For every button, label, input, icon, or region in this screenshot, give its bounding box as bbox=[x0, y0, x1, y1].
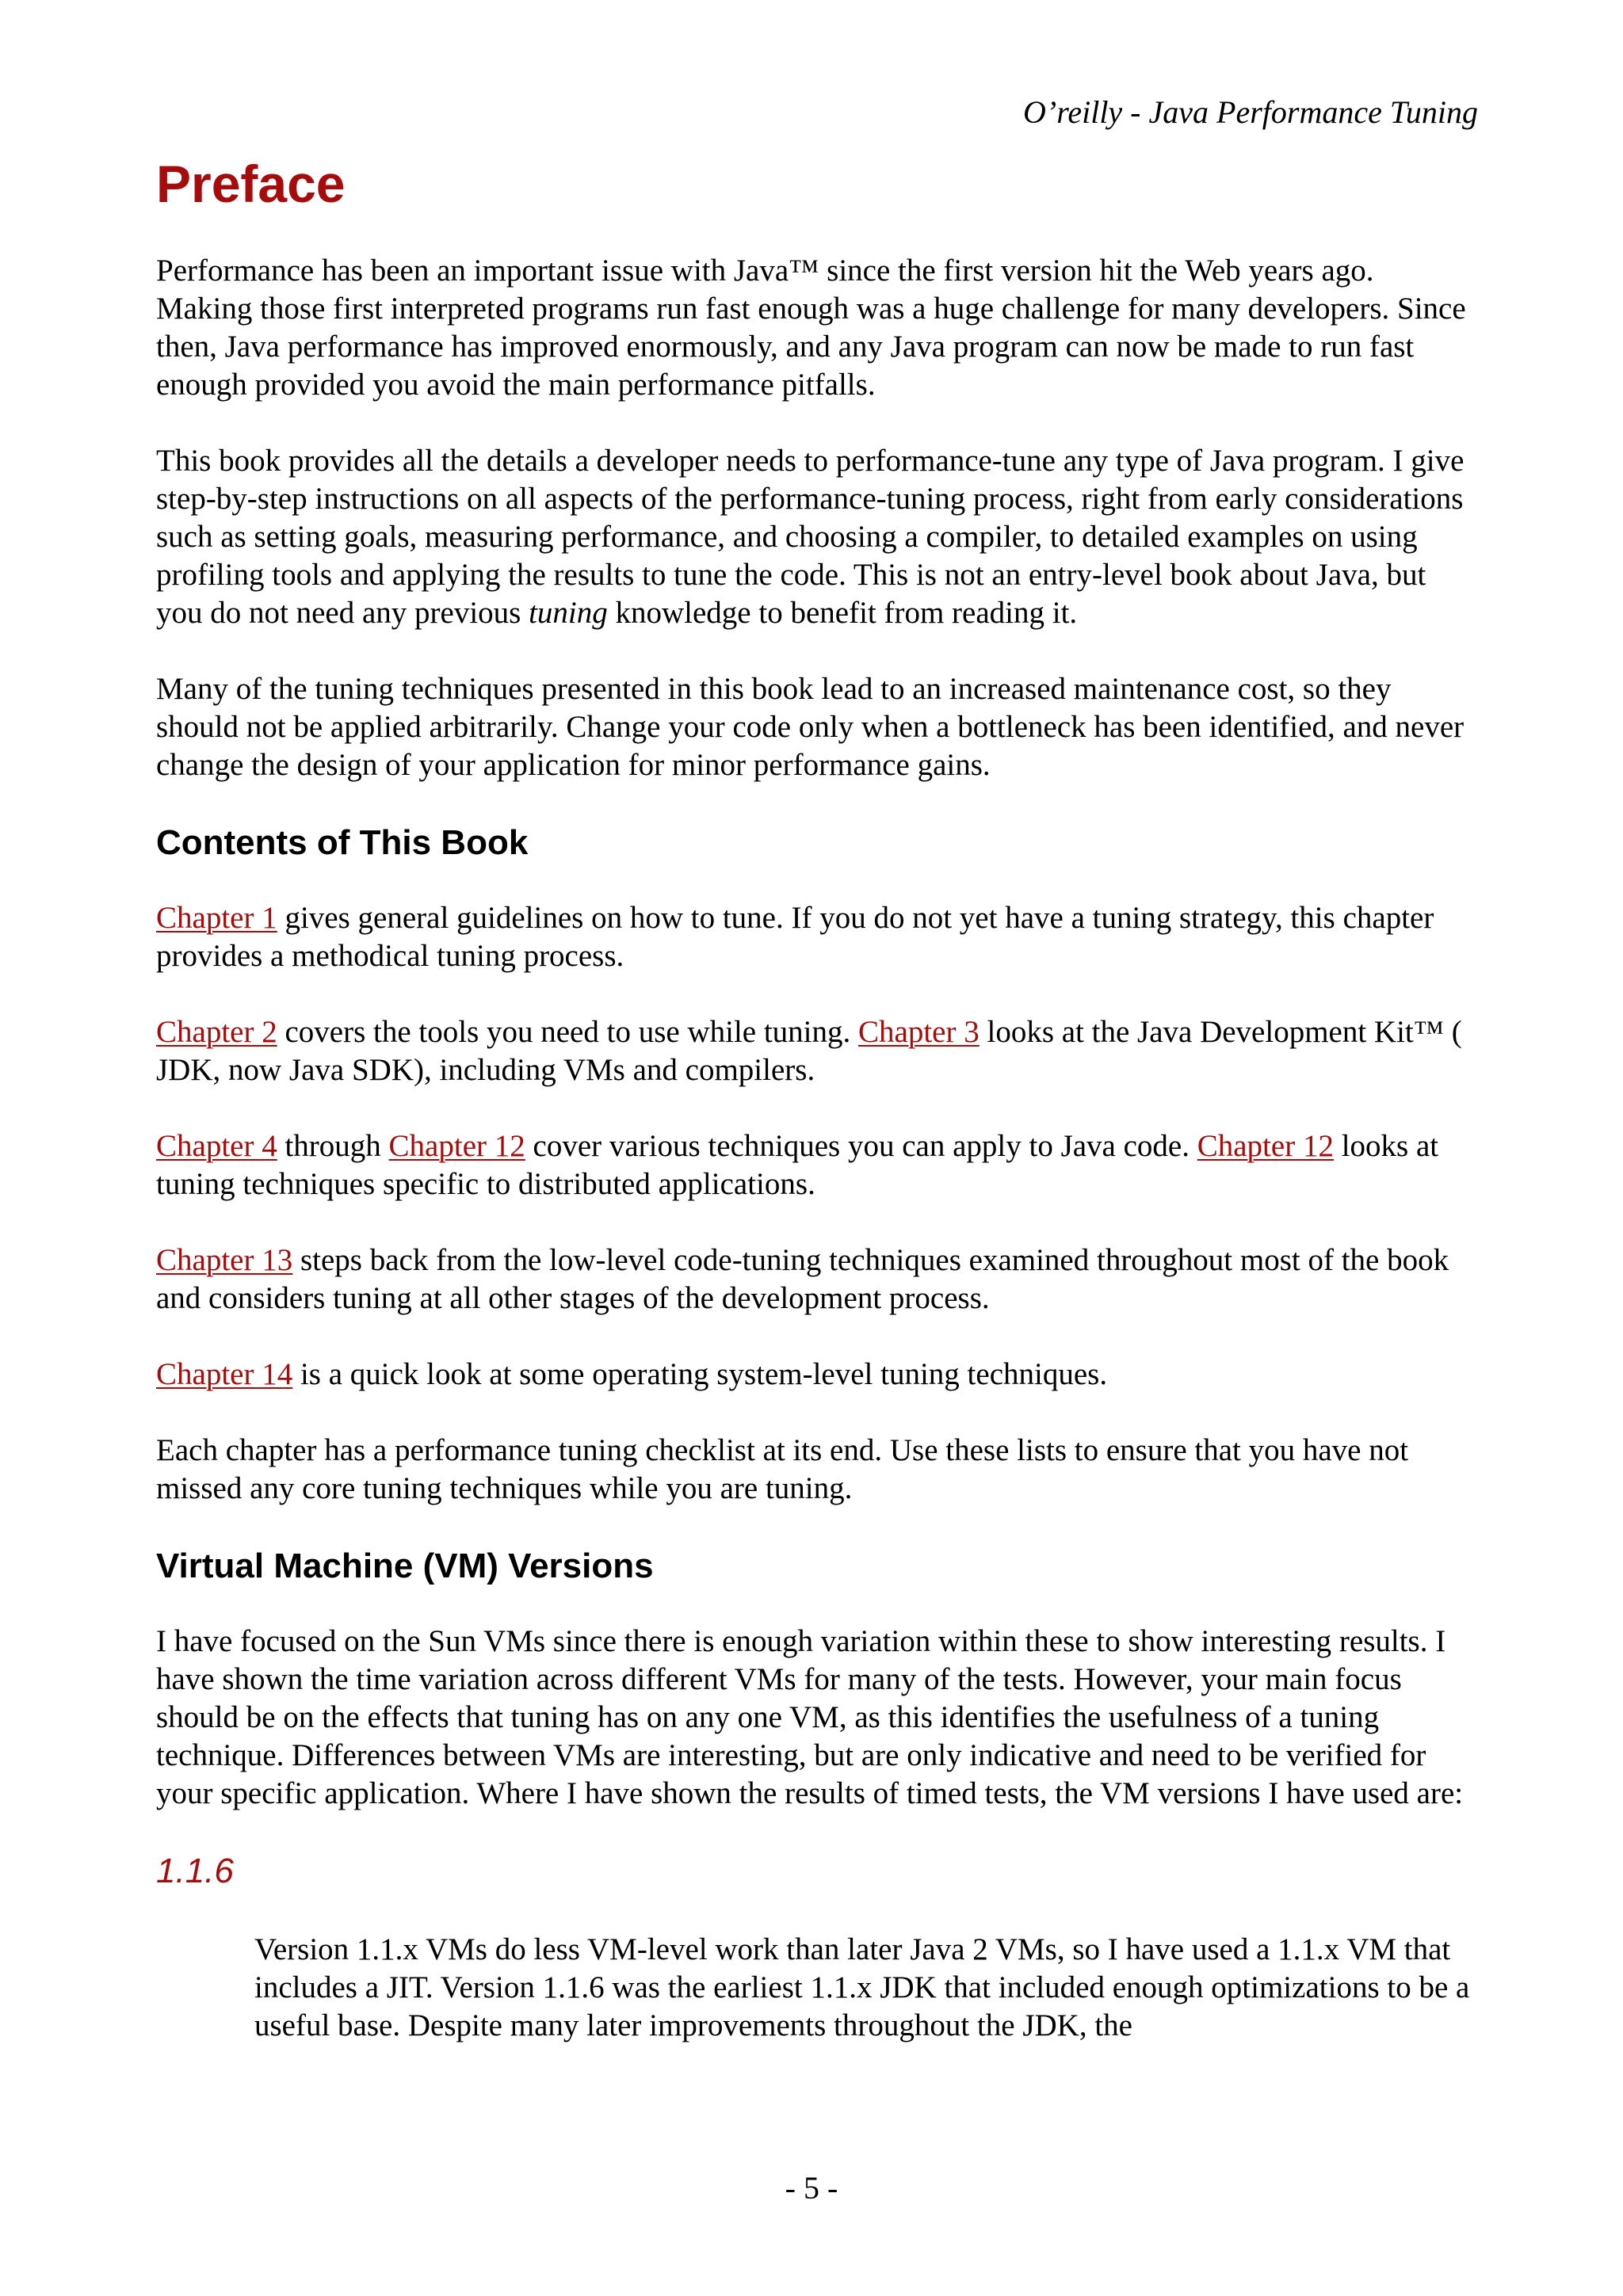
chapters-4-12-description: cover various techniques you can apply to Java code. bbox=[525, 1128, 1197, 1163]
chapter-1-description: gives general guidelines on how to tune. If you do not yet have a tuning strategy, this chapter provides a methodical tuning process. bbox=[156, 900, 1434, 973]
chapter-13-link[interactable]: Chapter 13 bbox=[156, 1242, 293, 1277]
page-number: - 5 - bbox=[785, 2170, 838, 2206]
chapter-14-link[interactable]: Chapter 14 bbox=[156, 1356, 293, 1391]
contents-chapter-13 bbox=[156, 1241, 1475, 1318]
vm-1-1-6-description: Version 1.1.x VMs do less VM-level work than later Java 2 VMs, so I have used a 1.1.x VM that includes a JIT. Version 1.1.6 was the earliest 1.1.x JDK that included enough optimizations to be a useful base. Despite many later improvements throughout the JDK, the bbox=[254, 1932, 1470, 2042]
contents-chapter-1 bbox=[156, 899, 1475, 975]
contents-chapter-4-12 bbox=[156, 1127, 1475, 1203]
chapter-2-link[interactable]: Chapter 2 bbox=[156, 1014, 277, 1049]
intro-paragraph-1: Performance has been an important issue with Java™ since the first version hit the Web years ago. Making those first interpreted programs run fast enough was a huge challenge for many developers. Since then, Java performance has improved enormously, and any Java program can now be made to run fast enough provided you avoid the main performance pitfalls. bbox=[156, 254, 1466, 402]
intro-paragraph-2 bbox=[156, 442, 1475, 632]
intro-paragraph-2-emphasis: tuning bbox=[529, 596, 608, 631]
chapter-3-description: looks at the Java Development Kit™ ( JDK, now Java SDK), including VMs and compilers. bbox=[156, 1014, 1462, 1087]
intro-paragraph-2-text-a: This book provides all the details a developer needs to performance-tune any type of Java program. I give step-by-step instructions on all aspects of the performance-tuning process, right from early considerations such as setting goals, measuring performance, and choosing a compiler, to detailed examples on using profiling tools and applying the results to tune the code. This is not an entry-level book about Java, but you do not need any previous bbox=[156, 444, 1465, 631]
chapter-3-link[interactable]: Chapter 3 bbox=[858, 1014, 980, 1049]
vm-versions-paragraph: I have focused on the Sun VMs since there is enough variation within these to show interesting results. I have shown the time variation across different VMs for many of the tests. However, your main focus should be on the effects that tuning has on any one VM, as this identifies the usefulness of a tuning technique. Differences between VMs are interesting, but are only indicative and need to be verified for your specific application. Where I have shown the results of timed tests, the VM versions I have used are: bbox=[156, 1623, 1464, 1810]
intro-paragraph-3: Many of the tuning techniques presented in this book lead to an increased maintenance cost, so they should not be applied arbitrarily. Change your code only when a bottleneck has been identified, and never change the design of your application for minor performance gains. bbox=[156, 672, 1465, 783]
running-header: O’reilly - Java Performance Tuning bbox=[1023, 94, 1478, 130]
chapter-12-description: looks at tuning techniques specific to distributed applications. bbox=[156, 1128, 1439, 1201]
chapter-2-description: covers the tools you need to use while tuning. bbox=[277, 1014, 859, 1049]
vm-versions-heading: Virtual Machine (VM) Versions bbox=[156, 1546, 654, 1585]
contents-heading: Contents of This Book bbox=[156, 823, 529, 863]
chapter-14-description: is a quick look at some operating system-level tuning techniques. bbox=[292, 1356, 1108, 1391]
contents-chapter-14 bbox=[156, 1356, 1475, 1394]
contents-chapter-2-3 bbox=[156, 1013, 1475, 1089]
intro-paragraph-2-text-b: knowledge to benefit from reading it. bbox=[607, 596, 1078, 631]
chapter-13-description: steps back from the low-level code-tuning techniques examined throughout most of the book and considers tuning at all other stages of the development process. bbox=[156, 1242, 1449, 1315]
chapter-4-connector: through bbox=[277, 1128, 389, 1163]
chapter-1-link[interactable]: Chapter 1 bbox=[156, 900, 277, 935]
chapter-4-link[interactable]: Chapter 4 bbox=[156, 1128, 277, 1163]
page-title: Preface bbox=[156, 154, 346, 213]
contents-checklist-paragraph: Each chapter has a performance tuning checklist at its end. Use these lists to ensure that you have not missed any core tuning techniques while you are tuning. bbox=[156, 1432, 1409, 1505]
chapter-12-link-2[interactable]: Chapter 12 bbox=[1197, 1128, 1334, 1163]
page-content bbox=[156, 153, 1475, 2083]
chapter-12-link[interactable]: Chapter 12 bbox=[388, 1128, 525, 1163]
vm-1-1-6-heading: 1.1.6 bbox=[156, 1851, 234, 1890]
